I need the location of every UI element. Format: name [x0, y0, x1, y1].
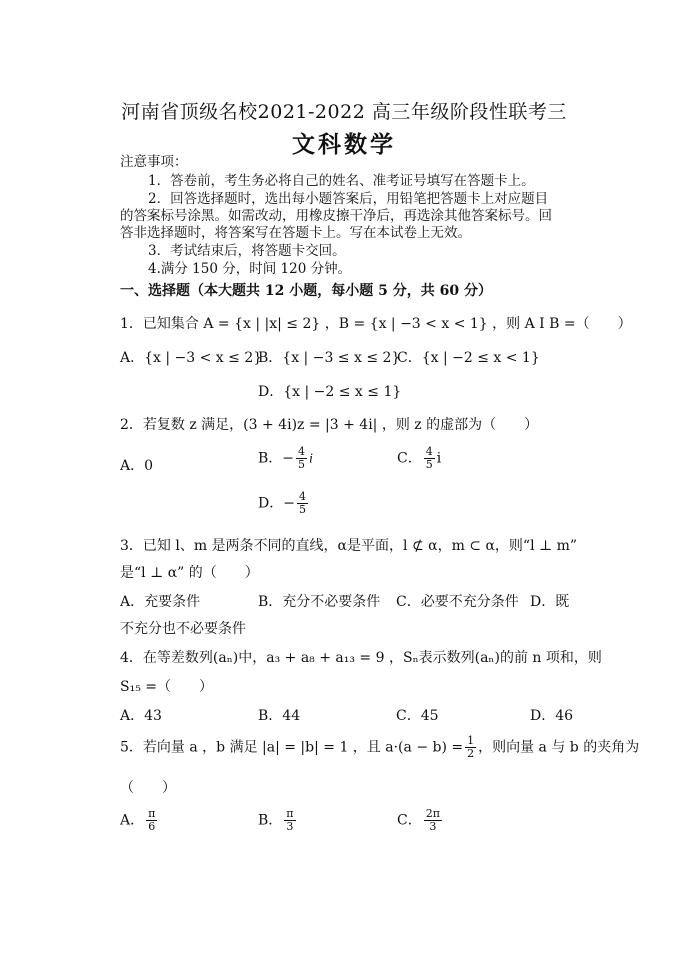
q5-stem-fraction	[465, 735, 476, 760]
q2-d-fraction	[297, 491, 308, 516]
q3-option-d-cont: 不充分也不必要条件	[120, 621, 246, 637]
q2-c-numerator: 4	[425, 445, 433, 458]
q5-c-fraction	[424, 808, 442, 833]
note-line-5: 3．考试结束后，将答题卡交回。	[148, 243, 346, 259]
q2-d-label: D．−	[258, 495, 295, 512]
q3-option-b: B．充分不必要条件	[258, 594, 381, 610]
q2-d-denominator: 5	[298, 503, 306, 516]
q5-a-numerator: π	[148, 807, 156, 820]
q2-option-c	[397, 446, 441, 471]
q5-a-fraction	[146, 808, 157, 833]
q5-c-numerator: 2π	[425, 807, 440, 820]
q2-option-a: A．0	[120, 458, 154, 474]
q4-option-c: C．45	[396, 708, 439, 724]
exam-subject: 文科数学	[292, 131, 396, 158]
q5-b-denominator: 3	[286, 820, 294, 833]
q5-c-denominator: 3	[429, 820, 437, 833]
q5-stem-denominator: 2	[467, 747, 475, 760]
q3-option-a: A．充要条件	[120, 594, 201, 610]
q5-b-numerator: π	[286, 807, 294, 820]
q5-option-a	[120, 808, 159, 833]
q2-option-d	[258, 491, 310, 516]
note-line-2: 2．回答选择题时，选出每小题答案后，用铅笔把答题卡上对应题目	[148, 191, 549, 207]
q1-option-a: A．{x | −3 < x ≤ 2}	[120, 350, 263, 366]
notes-heading: 注意事项：	[120, 154, 188, 170]
q5-stem-part1: 5．若向量 a ，b 满足 |a| = |b| = 1 ，且 a·(a − b) =	[120, 739, 464, 756]
q2-c-suffix: i	[436, 450, 442, 467]
q5-c-label: C．	[397, 812, 422, 829]
q5-option-c	[397, 808, 444, 833]
q1-option-c: C．{x | −2 ≤ x < 1}	[397, 350, 540, 366]
q4-stem-line1: 4．在等差数列(aₙ)中，a₃ + a₈ + a₁₃ = 9 ，Sₙ表示数列(aₙ)的前 n 项和，则	[120, 650, 602, 666]
q5-b-fraction	[284, 808, 295, 833]
q2-d-numerator: 4	[298, 490, 306, 503]
q3-option-d: D．既	[530, 594, 570, 610]
q5-stem	[120, 735, 639, 760]
q5-a-label: A．	[120, 812, 145, 829]
q2-b-fraction	[296, 446, 307, 471]
q1-stem: 1．已知集合 A = {x | |x| ≤ 2} ，B = {x | −3 < x < 1} ，则 A I B =（ ）	[120, 316, 632, 332]
q2-b-label: B．−	[258, 450, 295, 467]
q2-option-b	[258, 446, 313, 471]
q5-stem-part2: ，则向量 a 与 b 的夹角为	[478, 739, 640, 756]
q4-option-a: A．43	[120, 708, 162, 724]
q5-stem-numerator: 1	[467, 734, 475, 747]
q2-c-fraction	[424, 446, 435, 471]
q4-option-b: B．44	[258, 708, 301, 724]
q1-option-d: D．{x | −2 ≤ x ≤ 1}	[258, 384, 402, 400]
note-line-6: 4.满分 150 分，时间 120 分钟。	[148, 261, 352, 277]
q2-b-suffix: i	[309, 451, 313, 467]
q1-option-b: B．{x | −3 ≤ x ≤ 2}	[258, 350, 401, 366]
q2-b-numerator: 4	[298, 445, 306, 458]
q3-stem-line2: 是“l ⊥ α” 的（ ）	[120, 565, 259, 581]
q5-b-label: B．	[258, 812, 283, 829]
note-line-3: 的答案标号涂黑。如需改动，用橡皮擦干净后，再选涂其他答案标号。回	[120, 208, 552, 224]
q4-option-d: D．46	[530, 708, 574, 724]
section-title: 一、选择题（本大题共 12 小题，每小题 5 分，共 60 分）	[120, 283, 492, 299]
q2-c-label: C．	[397, 450, 422, 467]
q4-stem-line2: S₁₅ =（ ）	[120, 679, 213, 695]
q5-a-denominator: 6	[148, 820, 156, 833]
exam-title: 河南省顶级名校2021-2022 高三年级阶段性联考三	[121, 101, 567, 123]
q2-c-denominator: 5	[425, 458, 433, 471]
note-line-4: 答非选择题时，将答案写在答题卡上。写在本试卷上无效。	[120, 225, 471, 241]
q5-option-b	[258, 808, 298, 833]
q5-stem-line2: （ ）	[120, 780, 176, 796]
note-line-1: 1．答卷前，考生务必将自己的姓名、准考证号填写在答题卡上。	[148, 173, 535, 189]
q3-option-c: C．必要不充分条件	[396, 594, 519, 610]
q3-stem-line1: 3．已知 l、m 是两条不同的直线，α是平面，l ⊄ α，m ⊂ α，则“l ⊥ m”	[120, 538, 578, 554]
q2-b-denominator: 5	[298, 458, 306, 471]
q2-stem: 2．若复数 z 满足，(3 + 4i)z = |3 + 4i| ，则 z 的虚部为（ ）	[120, 417, 539, 433]
